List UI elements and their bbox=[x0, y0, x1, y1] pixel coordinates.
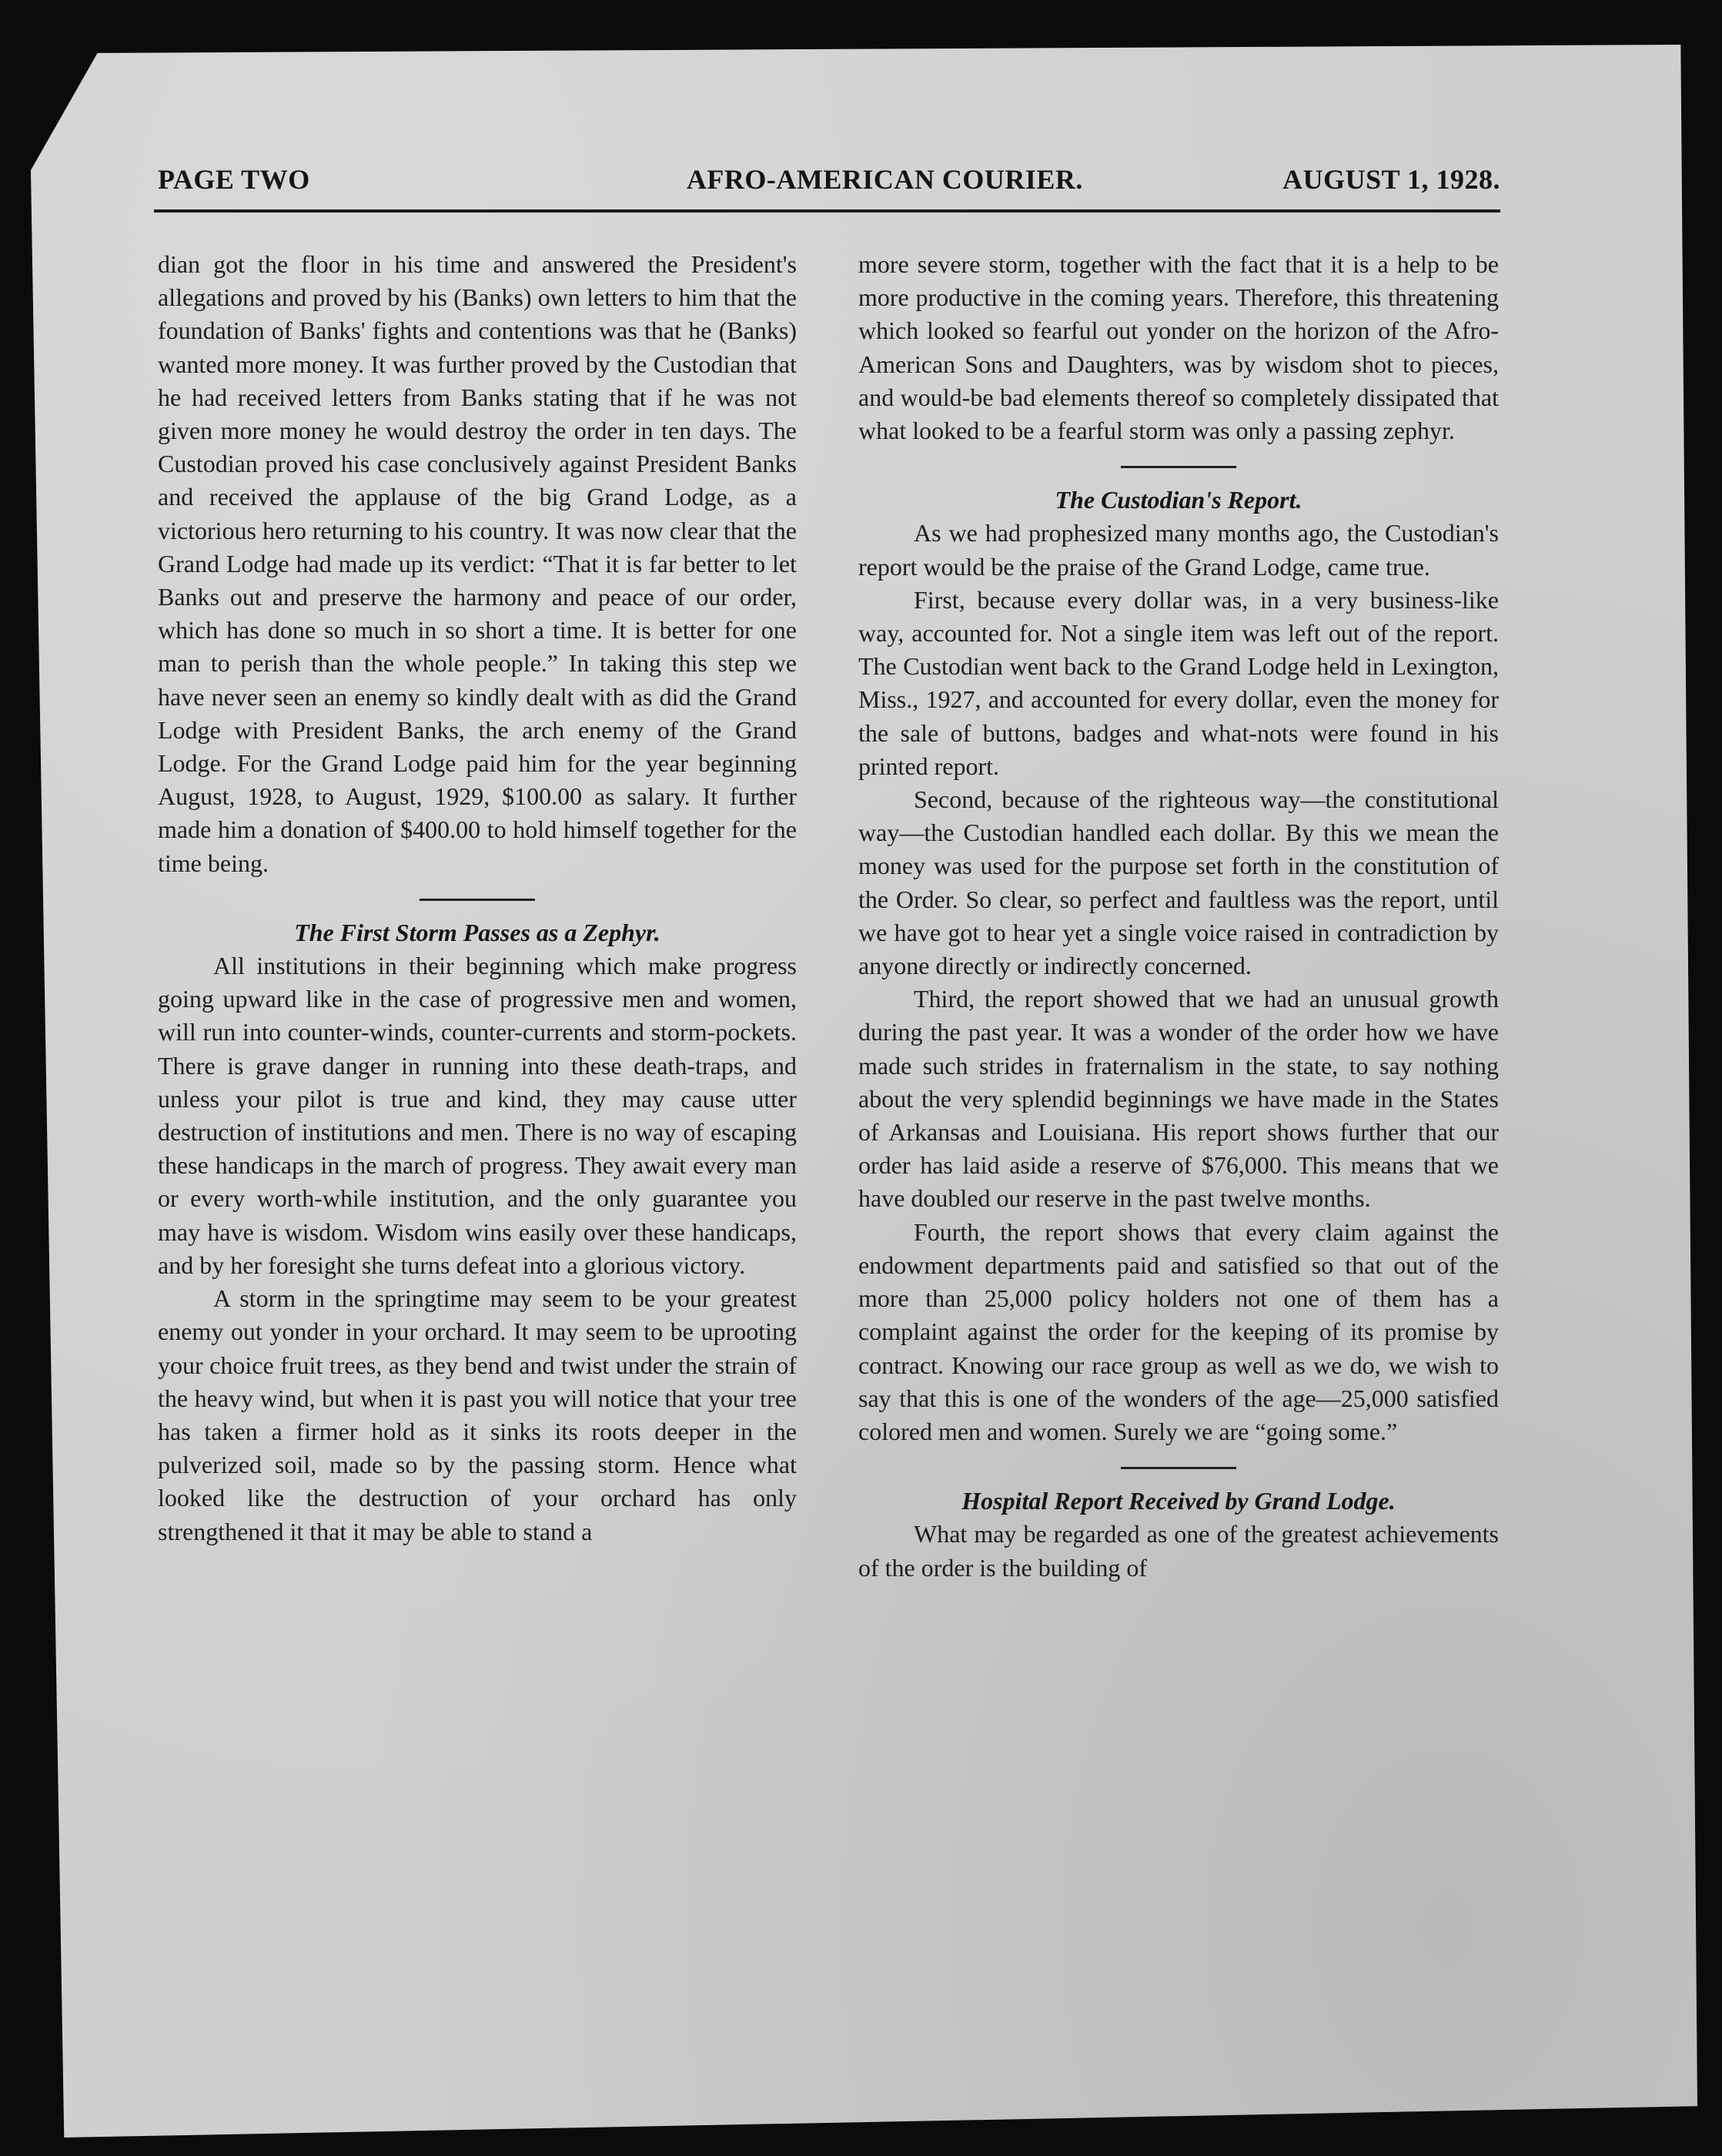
section-heading-hospital-report: Hospital Report Received by Grand Lodge. bbox=[961, 1487, 1396, 1515]
right-paragraph-1: more severe storm, together with the fact that it is a help to be more productive in the coming years. Therefore, this threatening which looked so fearful out yonder on the horizon of the Afro-American Sons and Daughters, was by wisdom shot to pieces, and would-be bad elements thereof so completely dissipated that what looked to be a fearful storm was only a passing zephyr. bbox=[858, 250, 1499, 445]
page-number: PAGE TWO bbox=[158, 164, 310, 195]
section-heading-first-storm: The First Storm Passes as a Zephyr. bbox=[294, 918, 660, 946]
right-paragraph-4: Second, because of the righteous way—the constitutional way—the Custodian handled each dollar. By this we mean the money was used for the purpose set forth in the constitution of the Order. So clear, so perfect and faultless was the report, until we have got to hear yet a single voice raised in contradiction by anyone directly or indirectly concerned. bbox=[858, 785, 1499, 980]
section-heading-custodian-report: The Custodian's Report. bbox=[1055, 486, 1302, 514]
header-rule bbox=[154, 209, 1500, 213]
section-divider bbox=[420, 899, 535, 901]
issue-date: AUGUST 1, 1928. bbox=[1282, 164, 1500, 195]
right-paragraph-7: What may be regarded as one of the greatest achievements of the order is the building of bbox=[858, 1520, 1499, 1582]
right-column bbox=[858, 248, 1499, 1585]
right-paragraph-5: Third, the report showed that we had an unusual growth during the past year. It was a wonder of the order how we have made such strides in fraternalism in the state, to say nothing about the very splendid beginnings we have made in the States of Arkansas and Louisiana. His report shows further that our order has laid aside a reserve of $76,000. This means that we have doubled our reserve in the past twelve months. bbox=[858, 985, 1499, 1213]
left-paragraph-3: A storm in the springtime may seem to be your greatest enemy out yonder in your orchard. It may seem to be uprooting your choice fruit trees, as they bend and twist under the strain of the heavy wind, but when it is past you will notice that your tree has taken a firmer hold as it sinks its roots deeper in the pulverized soil, made so by the passing storm. Hence what looked like the destruction of your orchard has only strengthened it that it may be able to stand a bbox=[158, 1284, 797, 1545]
newspaper-title: AFRO-AMERICAN COURIER. bbox=[686, 164, 1083, 195]
right-paragraph-3: First, because every dollar was, in a very business-like way, accounted for. Not a single item was left out of the report. The Custodian went back to the Grand Lodge held in Lexington, Miss., 1927, and accounted for every dollar, even the money for the sale of buttons, badges and what-nots were found in his printed report. bbox=[858, 585, 1499, 780]
section-divider bbox=[1121, 466, 1236, 468]
right-paragraph-6: Fourth, the report shows that every claim against the endowment departments paid and satisfied so that out of the more than 25,000 policy holders not one of them has a complaint against the order for the keeping of its promise by contract. Knowing our race group as well as we do, we wish to say that this is one of the wonders of the age—25,000 satisfied colored men and women. Surely we are “going some.” bbox=[858, 1217, 1499, 1445]
left-column bbox=[158, 248, 797, 1548]
left-paragraph-2: All institutions in their beginning which make progress going upward like in the case of progressive men and women, will run into counter-winds, counter-currents and storm-pockets. There is grave danger in running into these death-traps, and unless your pilot is true and kind, they may cause utter destruction of institutions and men. There is no way of escaping these handicaps in the march of progress. They await every man or every worth-while institution, and the only guarantee you may have is wisdom. Wisdom wins easily over these handicaps, and by her foresight she turns defeat into a glorious victory. bbox=[158, 952, 797, 1279]
page-header bbox=[158, 163, 1500, 196]
right-paragraph-2: As we had prophesized many months ago, the Custodian's report would be the praise of the Grand Lodge, came true. bbox=[858, 519, 1499, 581]
left-paragraph-1: dian got the floor in his time and answered the President's allegations and proved by his (Banks) own letters to him that the foundation of Banks' fights and contentions was that he (Banks) wanted more money. It was further proved by the Custodian that he had received letters from Banks stating that if he was not given more money he would destroy the order in ten days. The Custodian proved his case conclusively against President Banks and received the applause of the big Grand Lodge, as a victorious hero returning to his country. It was now clear that the Grand Lodge had made up its verdict: “That it is far better to let Banks out and preserve the harmony and peace of our order, which has done so much in so short a time. It is better for one man to perish than the whole people.” In taking this step we have never seen an enemy so kindly dealt with as did the Grand Lodge with President Banks, the arch enemy of the Grand Lodge. For the Grand Lodge paid him for the year beginning August, 1928, to August, 1929, $100.00 as salary. It further made him a donation of $400.00 to hold himself together for the time being. bbox=[158, 250, 797, 877]
section-divider bbox=[1121, 1467, 1236, 1469]
